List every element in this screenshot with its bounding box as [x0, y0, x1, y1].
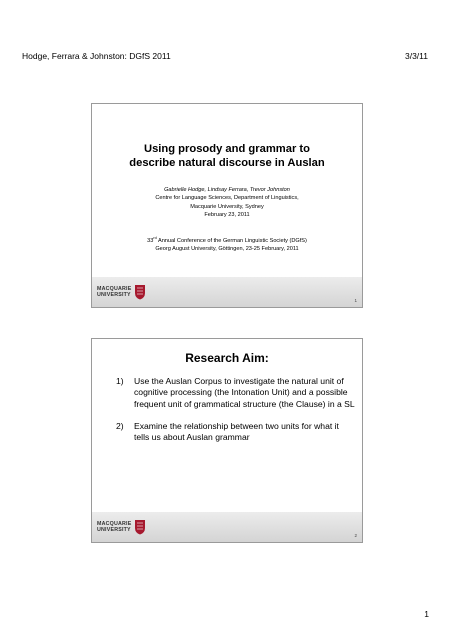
logo-line-1: MACQUARIE [97, 285, 132, 292]
slide-1 [91, 103, 363, 308]
slide-2 [91, 338, 363, 543]
logo-line-1: MACQUARIE [97, 520, 132, 527]
slide-2-footer [92, 512, 362, 542]
conference-line-2: Georg August University, Göttingen, 23-25 February, 2011 [155, 246, 299, 253]
research-aim-list [116, 376, 356, 444]
list-item-number: 1) [116, 376, 124, 386]
header-authors: Hodge, Ferrara & Johnston: DGfS 2011 [22, 51, 171, 61]
slide-1-title [92, 142, 362, 170]
slide-1-author-block [92, 186, 362, 220]
list-item-text: Examine the relationship between two units for what it tells us about Auslan grammar [134, 421, 339, 443]
slide-1-title-line-1: Using prosody and grammar to [144, 143, 310, 155]
slide-1-title-line-2: describe natural discourse in Auslan [129, 157, 325, 169]
list-item-text: Use the Auslan Corpus to investigate the natural unit of cognitive processing (the Intonation Unit) and a possible frequent unit of grammatical structure (the Clause) in a SL [134, 376, 355, 409]
conference-ordinal: 33 [147, 238, 154, 244]
affiliation-line-1: Centre for Language Sciences, Department of Linguistics, [155, 195, 299, 202]
logo-line-2: UNIVERSITY [97, 292, 131, 298]
conference-ordinal-suffix: rd [153, 236, 157, 241]
university-logo [97, 284, 146, 300]
header-date: 3/3/11 [404, 51, 428, 61]
affiliation-line-2: Macquarie University, Sydney [190, 203, 264, 210]
logo-wordmark [97, 521, 131, 533]
logo-line-2: UNIVERSITY [97, 527, 131, 533]
logo-wordmark [97, 286, 131, 298]
slide-number: 2 [354, 533, 357, 538]
list-item [116, 376, 356, 410]
conference-name: Annual Conference of the German Linguistic Society (DGfS) [156, 238, 307, 244]
page-number: 1 [424, 609, 429, 619]
university-logo [97, 519, 146, 535]
list-item [116, 421, 356, 444]
conference-line-1 [92, 237, 362, 245]
slide-1-footer [92, 277, 362, 307]
presentation-date: February 23, 2011 [204, 212, 250, 219]
lighthouse-emblem-icon [134, 284, 146, 300]
slide-number: 1 [354, 298, 357, 303]
author-names: Gabrielle Hodge, Lindsay Ferrara, Trevor Johnston [164, 187, 290, 193]
conference-info [92, 237, 362, 254]
page-header [0, 51, 452, 65]
list-item-number: 2) [116, 421, 124, 432]
lighthouse-emblem-icon [134, 519, 146, 535]
slide-2-title: Research Aim: [185, 351, 269, 365]
